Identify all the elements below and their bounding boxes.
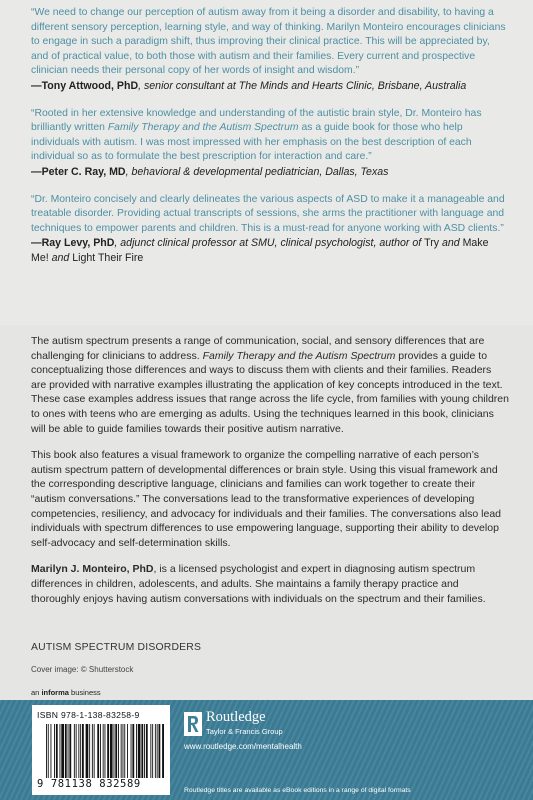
routledge-logo-icon [184, 712, 202, 736]
barcode-bar [103, 724, 104, 778]
barcode-bar [69, 724, 71, 778]
barcode-bar [51, 724, 52, 778]
barcode-bar [94, 724, 95, 778]
barcode-bar [138, 724, 141, 778]
barcode-bar [54, 724, 55, 778]
barcode-bar [107, 724, 109, 778]
barcode-bar [150, 724, 151, 778]
barcode-bar [78, 724, 79, 778]
barcode-bar [76, 724, 77, 778]
barcode-bar [100, 724, 101, 778]
quote-book-title: Family Therapy and the Autism Spectrum [107, 122, 299, 134]
informa-brand: informa [41, 688, 69, 697]
description-text: provides a guide to conceptualizing those differences and ways to discuss them with clients and their families. Readers are provided with narrative examples illustrating the application of key concepts introduced in the text. These case examples address issues that range across the life cycle, from families with young children to ones with teens who are emerging as adults. Using the techniques learned in this book, clinicians will be able to guide families towards their positive autism narrative. [31, 349, 509, 435]
quote-text-part: as a guide book for those who help individuals with autism. I was most impressed with her emphasis on the best description of each individual so as to formulate the best prescription for interaction and care.” [31, 122, 472, 163]
endorser-role: , adjunct clinical professor at SMU, clinical psychologist, author of [114, 237, 425, 250]
book-title: Family Therapy and the Autism Spectrum [202, 349, 396, 362]
informa-suffix: business [68, 688, 101, 697]
endorser-role: , senior consultant at The Minds and Hearts Clinic, Brisbane, Australia [138, 79, 467, 92]
barcode-bar [56, 724, 58, 778]
barcode-bar [60, 724, 61, 778]
barcode-bar [121, 724, 122, 778]
barcode-bar [80, 724, 81, 778]
barcode-bar [127, 724, 128, 778]
endorser-role-part: and [48, 251, 73, 264]
quote-text [31, 107, 509, 165]
barcode-bar [132, 724, 134, 778]
barcode-bar [141, 724, 143, 778]
barcode-bar [131, 724, 132, 778]
barcode-bar [110, 724, 113, 778]
endorsement-attwood [31, 6, 509, 94]
barcode-bar [146, 724, 148, 778]
barcode-bar [48, 724, 49, 778]
publisher-url[interactable]: www.routledge.com/mentalhealth [184, 742, 302, 751]
barcode-bar [155, 724, 156, 778]
author-bio-text: , is a licensed psychologist and expert in diagnosing autism spectrum differences in children, adolescents, and adults. She maintains a family therapy practice and thoroughly enjoys having autism conversations with individuals on the spectrum and their families. [31, 563, 486, 605]
barcode-bar [74, 724, 75, 778]
endorsement-levy [31, 193, 509, 266]
quote-attribution [31, 165, 509, 180]
barcode-bar [92, 724, 93, 778]
quote-attribution [31, 236, 509, 265]
endorser-name: —Tony Attwood, PhD [31, 79, 139, 92]
barcode-bar [152, 724, 153, 778]
barcode-bar [65, 724, 67, 778]
barcode-bar [115, 724, 117, 778]
quote-text-part: “Rooted in her extensive knowledge and understanding of the autistic brain style, Dr. Monteiro has brilliantly written [31, 107, 482, 134]
description-paragraph-1 [31, 334, 509, 436]
barcode-bar [68, 724, 69, 778]
barcode-bar [61, 724, 64, 778]
endorsements [31, 6, 509, 279]
barcode-bar [162, 724, 164, 778]
barcode-bar [97, 724, 99, 778]
barcode-bar [89, 724, 90, 778]
book-title: Try [424, 237, 440, 250]
book-title: Light Their Fire [72, 251, 144, 264]
author-bio [31, 562, 509, 606]
barcode-bar [123, 724, 124, 778]
barcode-bar [105, 724, 106, 778]
barcode-bar [86, 724, 89, 778]
informa-business [31, 688, 101, 697]
barcode-bar [144, 724, 145, 778]
author-name: Marilyn J. Monteiro, PhD [31, 563, 154, 576]
quote-text: “Dr. Monteiro concisely and clearly delineates the various aspects of ASD to make it a manageable and treatable disorder. Providing actual transcripts of sessions, she arms the practitioner with language and techniques to empower parents and children. This is a must-read for anyone working with ASD clients.” [31, 193, 505, 234]
informa-prefix: an [31, 688, 42, 697]
barcode-bar [157, 724, 158, 778]
barcode-bar [46, 724, 47, 778]
barcode [46, 724, 164, 778]
quote-attribution [31, 79, 509, 94]
barcode-bar [118, 724, 119, 778]
endorser-role: , behavioral & developmental pediatrician, Dallas, Texas [125, 165, 389, 178]
description-paragraph-2: This book also features a visual framework to organize the compelling narrative of each person’s autism spectrum pattern of developmental differences or brain style. Using this visual framework and the corresponding descriptive language, clinicians and families can work together to create their “autism conversations.” The conversations lead to the transformative experiences of developing competencies, resiliency, and advocacy for individuals and their families. The conversations also lead individuals with spectrum differences to use empowering language, supporting their ability to develop self-advocacy and self-determination skills. [31, 449, 502, 549]
barcode-bar [124, 724, 125, 778]
barcode-bar [114, 724, 115, 778]
book-description [31, 334, 509, 618]
endorser-name: —Peter C. Ray, MD [31, 165, 126, 178]
publisher-group: Taylor & Francis Group [206, 727, 283, 736]
barcode-bar [159, 724, 161, 778]
cover-credit: Cover image: © Shutterstock [31, 665, 134, 674]
endorser-name: —Ray Levy, PhD [31, 237, 115, 250]
publisher-name: Routledge [206, 709, 266, 725]
endorsement-ray [31, 107, 509, 180]
barcode-bar [136, 724, 137, 778]
book-title: Make Me! [31, 237, 489, 264]
quote-text: “We need to change our perception of autism away from it being a disorder and disability, to having a different sensory perception, learning style, and way of thinking. Marilyn Monteiro encourages clinicians to engage in such a paradigm shift, thus improving their clinical practice. This will be appreciated by, and of practical value, to both those with autism and their families. Every current and prospective clinician needs their personal copy of her words of insight and wisdom.” [31, 7, 506, 77]
barcode-digits: 9 781138 832589 [37, 778, 141, 790]
isbn: ISBN 978-1-138-83258-9 [37, 710, 140, 720]
endorser-role-part: and [439, 237, 463, 250]
subject-category: AUTISM SPECTRUM DISORDERS [31, 642, 202, 653]
barcode-bar [82, 724, 84, 778]
description-text: The autism spectrum presents a range of communication, social, and sensory differences that are challenging for clinicians to address. [31, 335, 485, 362]
ebook-note: Routledge titles are available as eBook editions in a range of digital formats [184, 787, 411, 794]
